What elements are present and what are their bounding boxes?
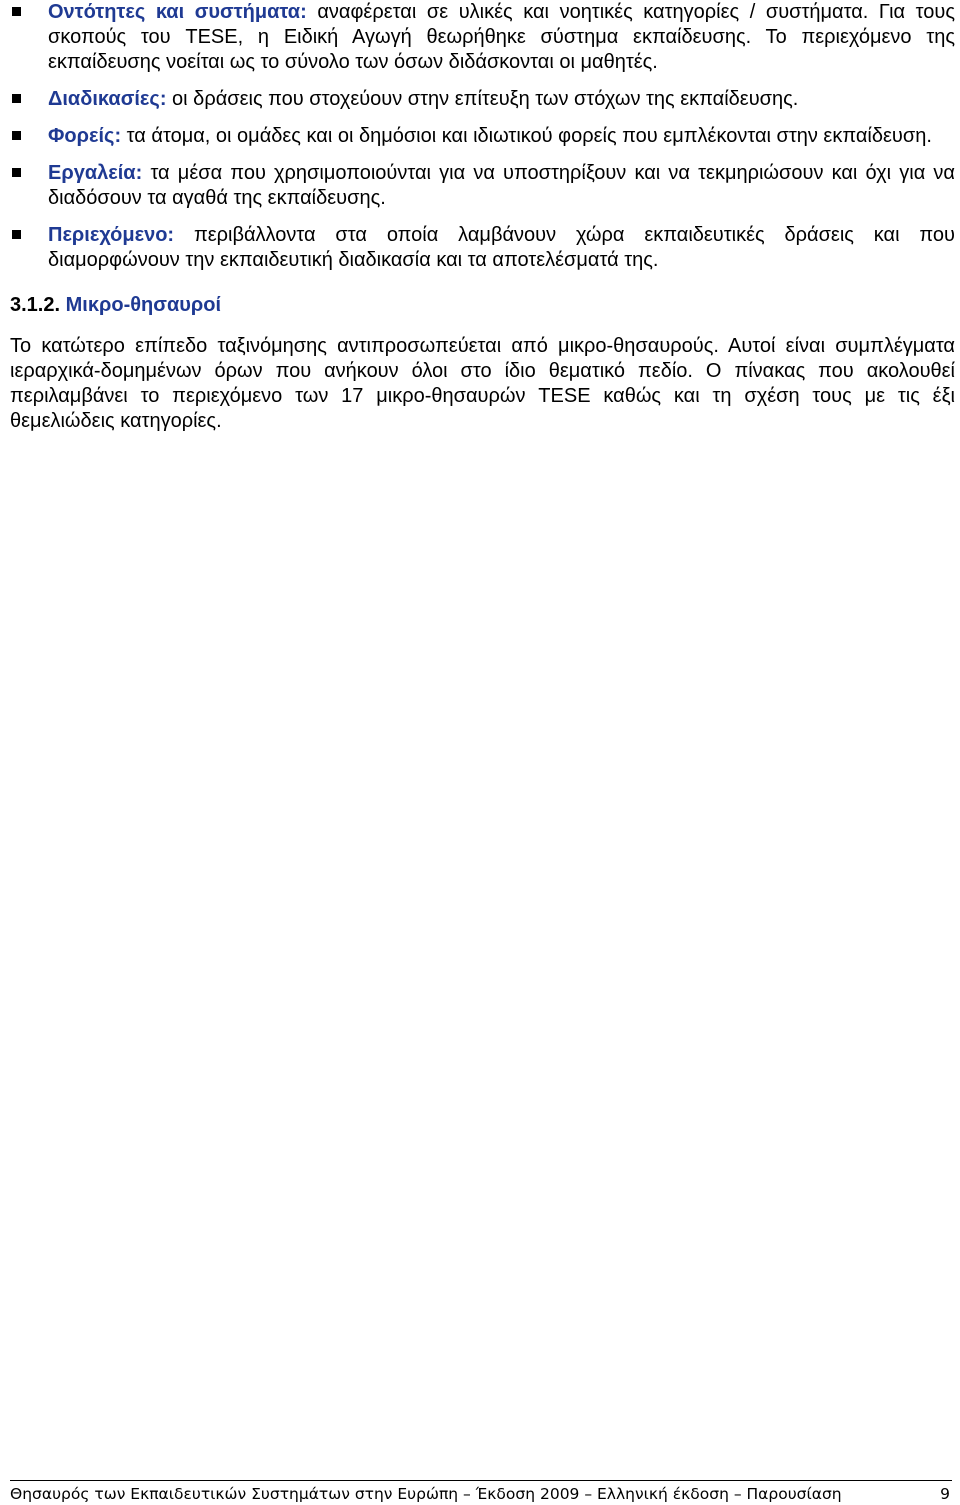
list-item-processes <box>10 87 955 112</box>
page-footer <box>10 1480 952 1503</box>
category-list <box>10 0 955 273</box>
list-item-context <box>10 223 955 273</box>
square-bullet-icon <box>12 230 21 239</box>
section-number: 3.1.2. <box>10 294 61 316</box>
bullet-term: Διαδικασίες: <box>48 88 167 110</box>
bullet-text: τα άτομα, οι ομάδες και οι δημόσιοι και ιδιωτικού φορείς που εμπλέκονται στην εκπαίδευση. <box>121 125 932 147</box>
bullet-text: τα μέσα που χρησιμοποιούνται για να υποστηρίξουν και να τεκμηριώσουν και όχι για να διαδόσουν τα αγαθά της εκπαίδευσης. <box>48 162 955 209</box>
list-item-tools <box>10 161 955 211</box>
body-paragraph: Το κατώτερο επίπεδο ταξινόμησης αντιπροσωπεύεται από μικρο-θησαυρούς. Αυτοί είναι συμπλέγματα ιεραρχικά-δομημένων όρων που ανήκουν όλοι στο ίδιο θεματικό πεδίο. Ο πίνακας που ακολουθεί περιλαμβάνει το περιεχόμενο των 17 μικρο-θησαυρών TESE καθώς και τη σχέση τους με τις έξι θεμελιώδεις κατηγορίες. <box>10 335 955 432</box>
section-heading <box>10 293 955 318</box>
list-item-agents <box>10 124 955 149</box>
bullet-term: Οντότητες και συστήματα: <box>48 1 307 23</box>
bullet-text: οι δράσεις που στοχεύουν στην επίτευξη των στόχων της εκπαίδευσης. <box>166 88 799 110</box>
square-bullet-icon <box>12 7 21 16</box>
bullet-term: Εργαλεία: <box>48 162 143 184</box>
section-title: Μικρο-θησαυροί <box>65 294 222 316</box>
square-bullet-icon <box>12 94 21 103</box>
bullet-term: Περιεχόμενο: <box>48 224 175 246</box>
footer-text: Θησαυρός των Εκπαιδευτικών Συστημάτων στην Ευρώπη – Έκδοση 2009 – Ελληνική έκδοση – Παρουσίαση <box>10 1485 842 1503</box>
square-bullet-icon <box>12 131 21 140</box>
bullet-text: αναφέρεται σε υλικές και νοητικές κατηγορίες / συστήματα. Για τους σκοπούς του TESE, η Ειδική Αγωγή θεωρήθηκε σύστημα εκπαίδευσης. Το περιεχόμενο της εκπαίδευσης νοείται ως το σύνολο των όσων διδάσκονται οι μαθητές. <box>48 1 955 73</box>
page-content <box>10 0 955 434</box>
list-item-entities <box>10 0 955 75</box>
bullet-text: περιβάλλοντα στα οποία λαμβάνουν χώρα εκπαιδευτικές δράσεις και που διαμορφώνουν την εκπαιδευτική διαδικασία και τα αποτελέσματά της. <box>48 224 955 271</box>
page-number: 9 <box>940 1485 950 1503</box>
square-bullet-icon <box>12 168 21 177</box>
bullet-term: Φορείς: <box>48 125 122 147</box>
